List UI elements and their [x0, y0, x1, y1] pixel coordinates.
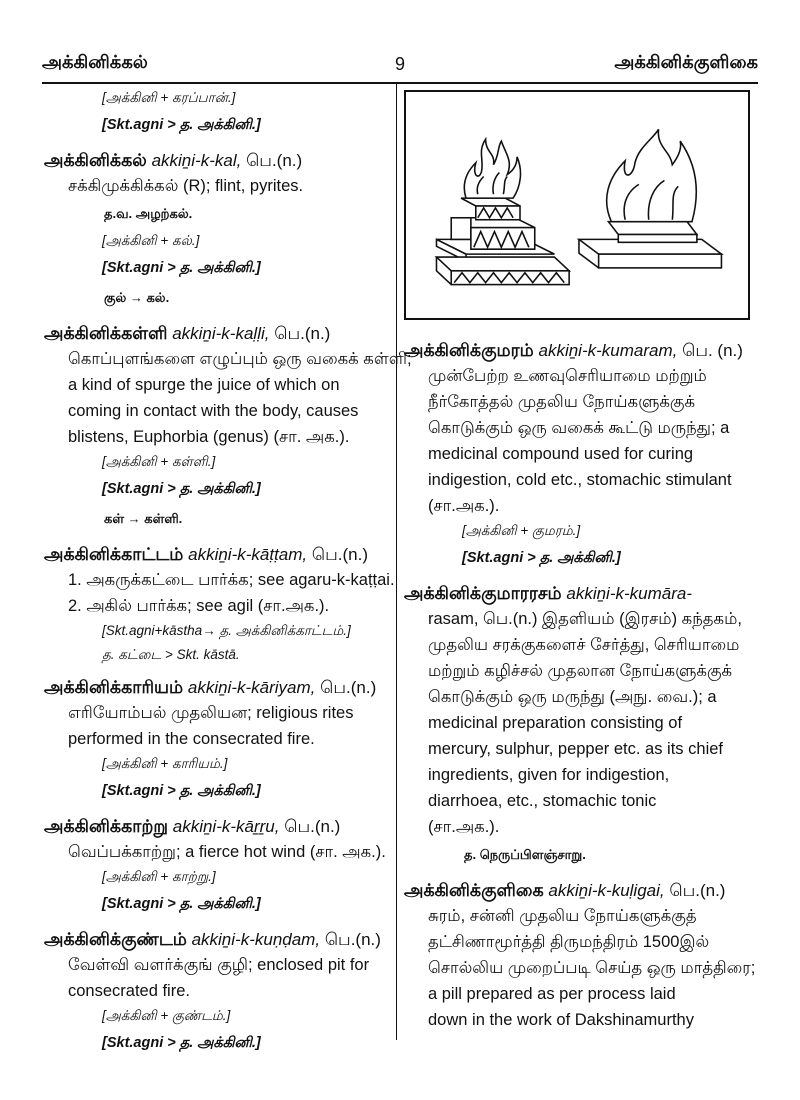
definition-line: down in the work of Dakshinamurthy — [428, 1011, 694, 1029]
entry-headword-line — [44, 321, 388, 346]
sacrificial-fire-illustration — [404, 90, 750, 320]
platform-altar-icon — [579, 222, 721, 268]
header-right-word: அக்கினிக்குளிகை — [614, 52, 758, 72]
definition-line: கொப்புளங்களை எழுப்பும் ஒரு வகைக் கள்ளி; — [68, 350, 412, 368]
note-line: த. நெருப்பிளஞ்சாறு. — [464, 847, 586, 862]
entry-headword-line — [404, 878, 744, 903]
part-of-speech: பெ.(n.) — [311, 545, 368, 564]
sanskrit-origin-line: [Skt.agni > த. அக்கினி.] — [102, 896, 261, 912]
definition-line: coming in contact with the body, causes — [68, 402, 359, 420]
left-column — [44, 86, 412, 1058]
definition-line: medicinal preparation consisting of — [428, 714, 683, 732]
definition-line: முதலிய சரக்குகளைச் சேர்த்து, செரியாமை — [428, 636, 740, 654]
definition-line: சுரம், சன்னி முதலிய நோய்களுக்குத் — [428, 907, 697, 925]
definition-line: எரியோம்பல் முதலியன; religious rites — [68, 704, 354, 722]
right-column — [404, 330, 756, 1033]
definition-line: தட்சிணாமூர்த்தி திருமந்திரம் 1500இல் — [428, 933, 710, 951]
sanskrit-origin-line: [Skt.agni > த. அக்கினி.] — [102, 1035, 261, 1051]
headword: அக்கினிக்கள்ளி — [44, 323, 168, 343]
page-header — [42, 52, 758, 84]
left-flame-icon — [464, 139, 520, 198]
entry-headword-line — [44, 148, 388, 173]
part-of-speech: பெ.(n.) — [669, 881, 726, 900]
etymology-line: த. கட்டை > Skt. kāstā. — [102, 647, 240, 662]
headword: அக்கினிக்காரியம் — [44, 677, 184, 697]
definition-line: consecrated fire. — [68, 982, 190, 1000]
sanskrit-origin-line: [Skt.agni > த. அக்கினி.] — [102, 117, 261, 133]
sanskrit-origin-line: [Skt.agni > த. அக்கினி.] — [462, 550, 621, 566]
definition-line: (சா.அக.). — [428, 497, 500, 515]
column-divider — [396, 84, 397, 1040]
transliteration: akkiṉi-k-kaḷḷi, — [172, 324, 270, 343]
definition-line: a kind of spurge the juice of which on — [68, 376, 340, 394]
definition-line: blistens, Euphorbia (genus) (சா. அக.). — [68, 428, 350, 446]
sanskrit-origin-line: [Skt.agni > த. அக்கினி.] — [102, 783, 261, 799]
transliteration: akkiṉi-k-kuṇḍam, — [191, 930, 321, 949]
part-of-speech: பெ.(n.) — [284, 817, 341, 836]
part-of-speech: பெ.(n.) — [274, 324, 331, 343]
definition-line: indigestion, cold etc., stomachic stimulant — [428, 471, 732, 489]
headword: அக்கினிக்குண்டம் — [44, 929, 187, 949]
entry-headword-line — [44, 542, 388, 567]
entry-headword-line — [404, 581, 744, 606]
transliteration: akkiṉi-k-kuḷigai, — [548, 881, 665, 900]
headword: அக்கினிக்காற்று — [44, 816, 168, 836]
definition-line: rasam, பெ.(n.) இதளியம் (இரசம்) கந்தகம், — [428, 610, 742, 628]
entry-headword-line — [44, 814, 388, 839]
etymology-line: [அக்கினி + காற்று.] — [102, 869, 216, 884]
transliteration: akkiṉi-k-kumaram, — [538, 341, 678, 360]
definition-line: சக்கிமுக்கிக்கல் (R); flint, pyrites. — [68, 177, 304, 195]
note-line: த.வ. அழற்கல். — [104, 206, 193, 221]
definition-line: 1. அகருக்கட்டை பார்க்க; see agaru-k-kaṭṭai. — [68, 571, 395, 589]
definition-line: diarrhoea, etc., stomachic tonic — [428, 792, 657, 810]
definition-line: 2. அகில் பார்க்க; see agil (சா.அக.). — [68, 597, 330, 615]
note-line: கள் → கள்ளி. — [104, 511, 183, 526]
etymology-line: [அக்கினி + காரியம்.] — [102, 756, 228, 771]
transliteration: akkiṉi-k-kal, — [151, 151, 242, 170]
etymology-line: [அக்கினி + குண்டம்.] — [102, 1008, 231, 1023]
sanskrit-origin-line: [Skt.agni > த. அக்கினி.] — [102, 481, 261, 497]
etymology-line: [அக்கினி + கல்.] — [102, 233, 200, 248]
definition-line: கொடுக்கும் ஒரு வகைக் கூட்டு மருந்து; a — [428, 419, 730, 437]
right-flame-icon — [607, 129, 697, 221]
part-of-speech: பெ. (n.) — [682, 341, 743, 360]
headword: அக்கினிக்காட்டம் — [44, 544, 184, 564]
definition-line: performed in the consecrated fire. — [68, 730, 315, 748]
definition-line: சொல்லிய முறைப்படி செய்த ஒரு மாத்திரை; — [428, 959, 756, 977]
note-line: குல் → கல். — [104, 290, 170, 305]
definition-line: medicinal compound used for curing — [428, 445, 694, 463]
entry-headword-line — [44, 675, 388, 700]
fire-altars-drawing — [406, 92, 748, 318]
definition-line: a pill prepared as per process laid — [428, 985, 676, 1003]
definition-line: (சா.அக.). — [428, 818, 500, 836]
header-left-word: அக்கினிக்கல் — [42, 52, 148, 72]
definition-line: வெப்பக்காற்று; a fierce hot wind (சா. அக.). — [68, 843, 386, 861]
headword: அக்கினிக்குளிகை — [404, 880, 544, 900]
part-of-speech: பெ.(n.) — [324, 930, 381, 949]
etymology-line: [Skt.agni+kāstha→ த. அக்கினிக்காட்டம்.] — [102, 623, 351, 638]
headword: அக்கினிக்கல் — [44, 150, 147, 170]
definition-line: முன்பேற்ற உணவுசெரியாமை மற்றும் — [428, 367, 707, 385]
transliteration: akkiṉi-k-kāṭṭam, — [188, 545, 308, 564]
sanskrit-origin-line: [Skt.agni > த. அக்கினி.] — [102, 260, 261, 276]
part-of-speech: பெ.(n.) — [320, 678, 377, 697]
part-of-speech: பெ.(n.) — [246, 151, 303, 170]
definition-line: வேள்வி வளர்க்குங் குழி; enclosed pit for — [68, 956, 370, 974]
definition-line: நீர்கோத்தல் முதலிய நோய்களுக்குக் — [428, 393, 696, 411]
headword: அக்கினிக்குமரம் — [404, 340, 534, 360]
definition-line: கொடுக்கும் ஒரு மருந்து (அநு. வை.); a — [428, 688, 717, 706]
page-number: 9 — [394, 54, 405, 74]
entry-headword-line — [404, 338, 744, 363]
etymology-line: [அக்கினி + கரப்பான்.] — [102, 90, 236, 105]
definition-line: ingredients, given for indigestion, — [428, 766, 670, 784]
stepped-altar-icon — [436, 198, 569, 284]
etymology-line: [அக்கினி + குமரம்.] — [462, 523, 581, 538]
transliteration: akkiṉi-k-kāriyam, — [187, 678, 316, 697]
transliteration: akkiṉi-k-kumāra- — [566, 584, 693, 603]
etymology-line: [அக்கினி + கள்ளி.] — [102, 454, 216, 469]
headword: அக்கினிக்குமாரரசம் — [404, 583, 562, 603]
definition-line: mercury, sulphur, pepper etc. as its chief — [428, 740, 723, 758]
entry-headword-line — [44, 927, 388, 952]
definition-line: மற்றும் கழிச்சல் முதலான நோய்களுக்குக் — [428, 662, 733, 680]
transliteration: akkiṉi-k-kāṟṟu, — [172, 817, 280, 836]
